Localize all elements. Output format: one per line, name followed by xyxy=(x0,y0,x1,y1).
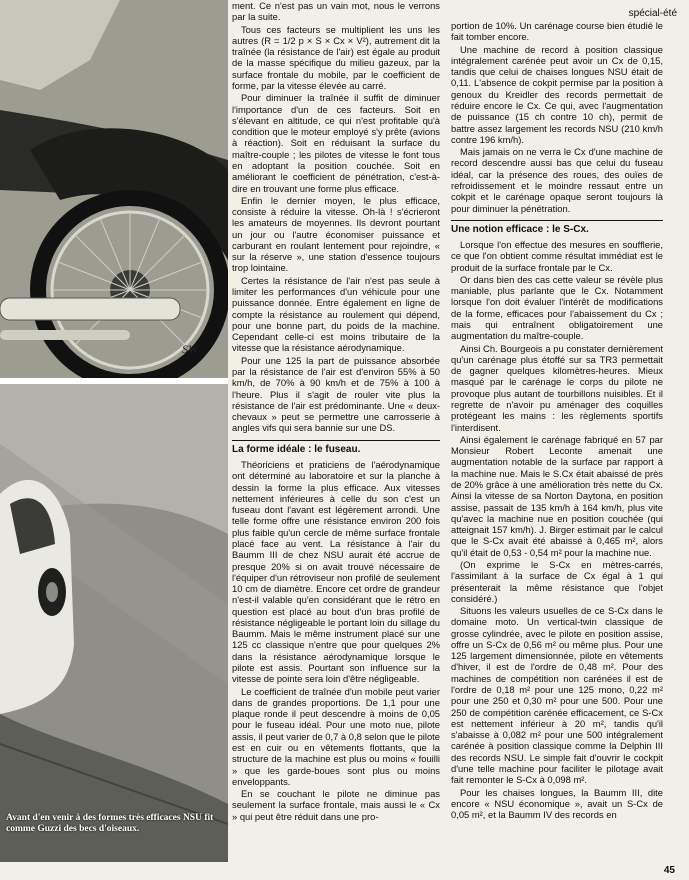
section-heading: La forme idéale : le fuseau. xyxy=(232,440,440,455)
paragraph: Ainsi également le carénage fabriqué en 57 par Monsieur Robert Leconte amenait une augmentation notable de la surface par rapport à la machine nue. Mais le S.Cx était abaissé de près de 20% grâce à une amélioration très nette du Cx. Ainsi la vitesse de sa Norton Daytona, en position assise, passait de 135 km/h à 164 km/h, plus vite qu'avec la machine nue en position couchée (qui atteignait 157 km/h). J. Birger estimait par le calcul que le S-Cx avait été abaissé à 0,465 m², alors qu'il était de 0,53 - 0,54 m² pour la machine nue. xyxy=(451,433,663,558)
paragraph: Certes la résistance de l'air n'est pas seule à limiter les performances d'un véhicule pour une puissance donnée. Entre également en ligne de compte la résistance au roulement qui dépend, pour une bonne part, du poids de la machine. Cependant celle-ci est moins tributaire de la vitesse que la résistance aérodynamique. xyxy=(232,274,440,354)
paragraph: Pour les chaises longues, la Baumm III, dite encore « NSU économique », avait un S-Cx de 0,05 m², et la Baumm IV des records en xyxy=(451,786,663,821)
paragraph: portion de 10%. Un carénage course bien étudié le fait tomber encore. xyxy=(451,20,663,43)
paragraph: Tous ces facteurs se multiplient les uns les autres (R = 1/2 p × S × Cx × V²), autrement dit la traînée (la résistance de l'air) est égale au produit de la masse spécifique du milieu gazeux, par la surface frontale du mobile, par le coefficient de forme, par la vitesse élevée au carré. xyxy=(232,23,440,91)
paragraph: Le coefficient de traînée d'un mobile peut varier dans de grandes proportions. De 1,1 pour une plaque ronde il peut descendre à moins de 0,05 pour le fuseau idéal. Pour une moto nue, pilote assis, il peut varier de 0,7 à 0,8 selon que le pilote est en cuir ou en vêtements flottants, que la structure de la machine est plus ou moins « fouilli » que les garde-boues sont plus ou moins enveloppants. xyxy=(232,685,440,787)
photo-signature: SW xyxy=(182,342,198,356)
paragraph: Or dans bien des cas cette valeur se révèle plus maniable, plus parlante que le Cx. Notamment lorsque l'on doit évaluer l'intérêt de modifications de la forme, efficaces pour l'abaissement du Cx ; mais qui entraînent obligatoirement une augmentation du maître-couple. xyxy=(451,273,663,342)
section-tag: spécial-été xyxy=(628,8,677,19)
paragraph: Mais jamais on ne verra le Cx d'une machine de record descendre aussi bas que celui du fuseau idéal, car la présence des roues, des ouïes de refroidissement et le moindre ressaut entre un cokpit et le carénage opaque seront toujours là pour diminuer la pénétration. xyxy=(451,146,663,214)
streamliner-illustration xyxy=(0,384,228,862)
photo-caption: Avant d'en venir à des formes très efficaces NSU fit comme Guzzi des becs d'oiseaux. xyxy=(6,813,214,834)
photo-motorcycle-wheel xyxy=(0,0,228,378)
paragraph: (On exprime le S-Cx en mètres-carrés, l'assimilant à la surface de Cx égal à 1 qui présenterait la même résistance que l'objet considéré.) xyxy=(451,558,663,604)
article-column-middle xyxy=(232,0,440,823)
paragraph: ment. Ce n'est pas un vain mot, nous le verrons par la suite. xyxy=(232,0,440,23)
paragraph: Enfin le dernier moyen, le plus efficace, consiste à réduire la vitesse. Oh-là ! s'écrieront les amateurs de moyennes. Ils devront pourtant un jour ou l'autre économiser puissance et carburant en roulant lentement pour rejoindre, « sur la réserve », une station d'essence toujours trop lointaine. xyxy=(232,194,440,274)
paragraph: Ainsi Ch. Bourgeois a pu constater dernièrement qu'un carénage plus étoffé sur sa TR3 permettait de gagner quelques kilomètres-heures. Mieux masqué par le carénage le corps du pilote ne provoque plus autant de tourbillons nuisibles. Et il regrette de n'avoir pu aménager des coquilles protégeant les mains : les règlements sportifs l'interdisent. xyxy=(451,342,663,433)
paragraph: Théoriciens et praticiens de l'aérodynamique ont déterminé au laboratoire et sur la planche à dessin la forme la plus efficace. Aux vitesses nettement inférieures à celle du son c'est un fuseau dont l'avant est légèrement arrondi. Une telle forme offre une résistance environ 200 fois plus faible qu'un cercle de même surface frontale placé face au vent. La résistance à l'air du Baumm III de chez NSU aurait été accrue de presque 20% si on avait trouvé nécessaire de l'équiper d'un rétroviseur non profilé de seulement 10 cm de diamètre. Encore cet ordre de grandeur n'est-il valable qu'en considérant que le rétro en question est placé au bout d'un bras profilé de résistance négligeable le portant loin du sillage du Baumm. Mais le même instrument placé sur une 125 cc classique n'entre que pour quelques 2% dans la résistance aérodynamique lorsque le pilote est assis. Pourtant son influence sur la vitesse de pointe sera loin d'être négligeable. xyxy=(232,458,440,685)
paragraph: Pour diminuer la traînée il suffit de diminuer l'importance d'un de ces facteurs. Soit en s'élevant en altitude, ce qui n'est profitable qu'à condition que le moteur employé s'y prête (avions à réaction). Soit en réduisant la surface du maître-couple ; les pilotes de vitesse le font tous en adoptant la position couchée. Soit en améliorant le coefficient de pénétration, c'est-à-dire en trouvant une forme plus efficace. xyxy=(232,92,440,194)
paragraph: Une machine de record à position classique intégralement carénée peut avoir un Cx de 0,15, tandis que celui de chaises longues NSU était de 0,11. L'absence de cokpit permise par la position à genoux du Kreidler des records permettait de réduire encore le Cx. Ce qui, avec l'augmentation de puissance (15 ch contre 10 ch), permit de battre assez largement les records NSU (210 km/h contre 196 km/h). xyxy=(451,43,663,145)
section-heading: Une notion efficace : le S-Cx. xyxy=(451,220,663,235)
paragraph: Pour une 125 la part de puissance absorbée par la résistance de l'air est d'environ 55% à 50 km/h, de 70% à 90 km/h et de 75% à 100 à l'heure. Plus il s'agit de rouler vite plus la résistance de l'air est prédominante. Une « deux-chevaux » peut se permettre une carrosserie à angles vifs qui sera bannie sur une DS. xyxy=(232,354,440,434)
paragraph: En se couchant le pilote ne diminue pas seulement la surface frontale, mais aussi le « Cx » qui peut être réduit dans une pro- xyxy=(232,788,440,822)
article-column-right xyxy=(451,6,663,821)
photo-streamliner xyxy=(0,384,228,862)
paragraph: Lorsque l'on effectue des mesures en soufflerie, ce que l'on obtient comme résultat immédiat est le produit de la surface frontale par le Cx. xyxy=(451,239,663,273)
paragraph: Situons les valeurs usuelles de ce S-Cx dans le domaine moto. Un vertical-twin classique de grosse cylindrée, avec le pilote en position assise, offre un S-Cx de 0,56 m² ou même plus. Pour une 125 largement dimensionnée, pilote en vêtements d'hiver, il est de l'ordre de 0,48 m². Pour des machines de compétition non carénées il est de l'ordre de 0,18 m² pour une 125 mono, 0,22 m² pour une 250 et 0,30 m² pour une 500. Pour une 250 de compétition carénée efficacement, ce S-Cx est nettement inférieur à 20 m², tandis qu'il s'abaisse à 0,082 m² pour une 500 intégralement carénée à position classique comme la Delphin III des records NSU. Le simple fait d'ouvrir le cockpit d'une telle machine pour faciliter le pilotage avait fait remonter le S-Cx à 0,098 m². xyxy=(451,605,663,786)
motorcycle-wheel-illustration xyxy=(0,0,228,378)
page-number: 45 xyxy=(663,865,675,876)
